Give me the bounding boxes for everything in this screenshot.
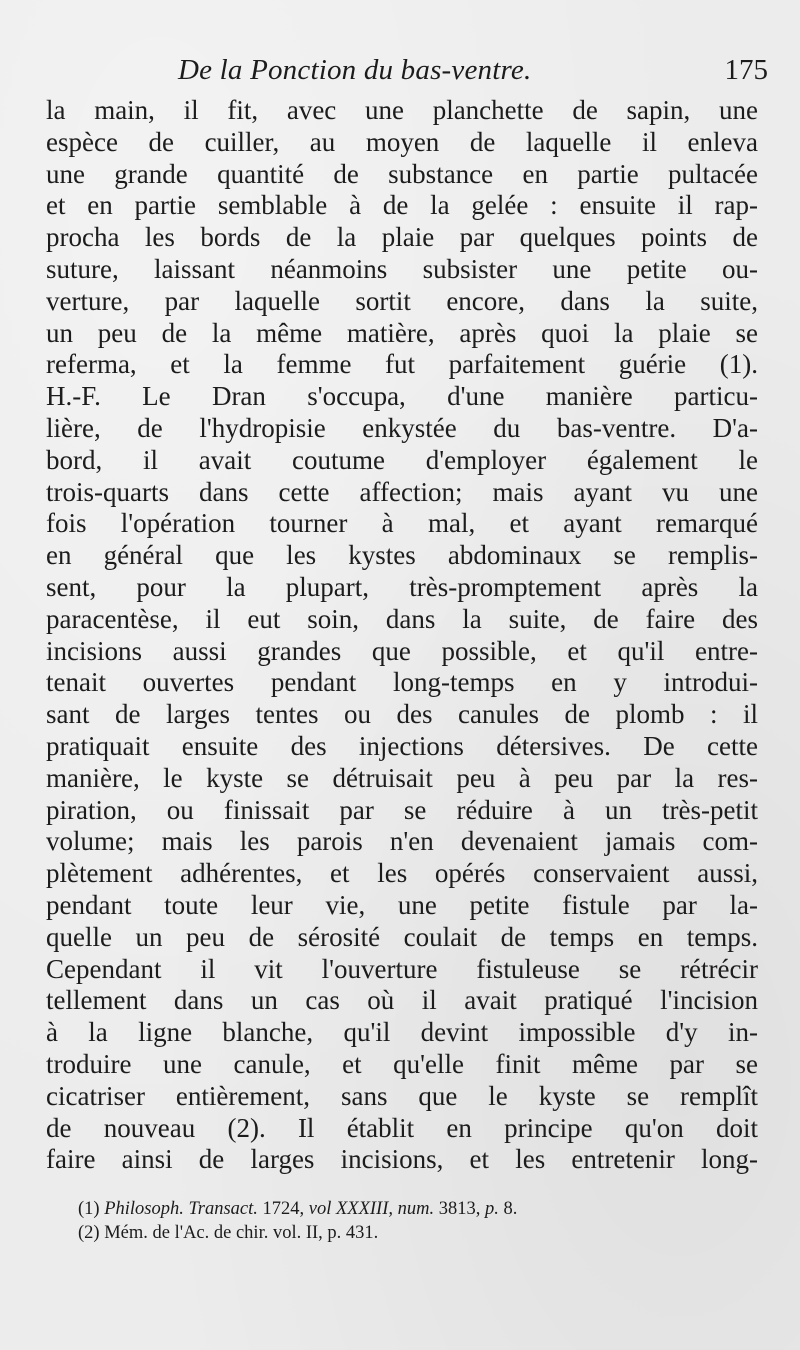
text-line: bord, il avait coutume d'employer également le [46,444,758,475]
footnote-text: Mém. de l'Ac. de chir. vol. II, p. 431. [104,1223,379,1243]
body-text [46,95,758,1176]
page-header [178,54,768,94]
footnote-source: Philosoph. Transact. [104,1199,258,1219]
text-line: faire ainsi de larges incisions, et les entretenir long- [46,1144,758,1175]
page-number: 175 [724,54,768,86]
text-line: en général que les kystes abdominaux se remplis- [46,540,758,571]
text-line: la main, il fit, avec une planchette de sapin, une [46,95,758,125]
footnote-volume: vol XXXIII, [308,1199,394,1219]
text-line: cicatriser entièrement, sans que le kyste se remplît [46,1080,758,1111]
text-line: pratiquait ensuite des injections détersives. De cette [46,730,758,761]
text-line: un peu de la même matière, après quoi la plaie se [46,317,758,348]
footnote-2 [78,1221,718,1245]
text-line: suture, laissant néanmoins subsister une petite ou- [46,253,758,284]
text-line: sent, pour la plupart, très-promptement après la [46,571,758,602]
text-line: procha les bords de la plaie par quelques points de [46,222,758,253]
footnote-marker: (2) [78,1223,100,1243]
footnote-marker: (1) [78,1199,100,1219]
text-line: quelle un peu de sérosité coulait de temps en temps. [46,921,758,952]
text-line: à la ligne blanche, qu'il devint impossible d'y in- [46,1017,758,1048]
text-line: pendant toute leur vie, une petite fistule par la- [46,889,758,920]
footnote-page-label: p. [485,1199,499,1219]
text-line: plètement adhérentes, et les opérés conservaient aussi, [46,858,758,889]
text-line: sant de larges tentes ou des canules de plomb : il [46,699,758,730]
text-line: tenait ouvertes pendant long-temps en y introdui- [46,667,758,698]
text-line: fois l'opération tourner à mal, et ayant remarqué [46,508,758,539]
footnote-num-label: num. [397,1199,435,1219]
text-line: verture, par laquelle sortit encore, dans la suite, [46,285,758,316]
text-line: une grande quantité de substance en partie pultacée [46,158,758,189]
text-line: troduire une canule, et qu'elle finit même par se [46,1048,758,1079]
text-line: volume; mais les parois n'en devenaient jamais com- [46,826,758,857]
text-line: de nouveau (2). Il établit en principe qu'on doit [46,1112,758,1143]
text-line: paracentèse, il eut soin, dans la suite, de faire des [46,603,758,634]
footnotes [78,1197,718,1245]
text-line: trois-quarts dans cette affection; mais ayant vu une [46,476,758,507]
text-line: espèce de cuiller, au moyen de laquelle il enleva [46,126,758,157]
footnote-page-value: 8. [503,1199,518,1219]
text-line: referma, et la femme fut parfaitement guérie (1). [46,349,758,380]
footnote-num-value: 3813, [438,1199,481,1219]
text-line: Cependant il vit l'ouverture fistuleuse se rétrécir [46,953,758,984]
text-line: et en partie semblable à de la gelée : ensuite il rap- [46,190,758,221]
text-line: piration, ou finissait par se réduire à un très-petit [46,794,758,825]
running-title: De la Ponction du bas-ventre. [178,54,532,86]
footnote-1 [78,1197,718,1221]
text-line: tellement dans un cas où il avait pratiqué l'incision [46,985,758,1016]
footnote-year: 1724, [262,1199,305,1219]
text-line: incisions aussi grandes que possible, et qu'il entre- [46,635,758,666]
text-line: manière, le kyste se détruisait peu à peu par la res- [46,762,758,793]
text-line: lière, de l'hydropisie enkystée du bas-ventre. D'a- [46,412,758,443]
text-line: H.-F. Le Dran s'occupa, d'une manière particu- [46,381,758,412]
